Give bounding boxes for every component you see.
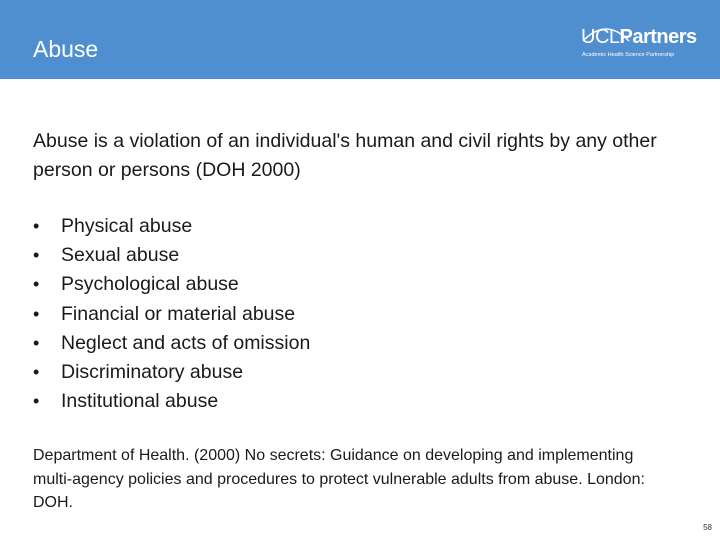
bullet-icon: • — [33, 245, 40, 266]
list-item-label: Physical abuse — [61, 215, 193, 237]
bullet-icon: • — [33, 391, 40, 412]
list-item — [33, 270, 310, 299]
list-item — [33, 241, 310, 270]
list-item-label: Institutional abuse — [61, 390, 219, 413]
logo-wordmark — [581, 25, 697, 49]
logo-tagline: Academic Health Science Partnership — [582, 52, 675, 58]
list-item-label: Neglect and acts of omission — [61, 331, 311, 354]
bullet-icon: • — [33, 216, 40, 236]
bullet-icon: • — [33, 274, 40, 295]
slide-title: Abuse — [33, 36, 99, 62]
list-item-label: Sexual abuse — [61, 244, 180, 267]
abuse-types-list — [33, 212, 310, 416]
reference-citation: Department of Health. (2000) No secrets: Guidance on developing and implementing multi-agency policies and procedures to protect vulnerable adults from abuse. London: DOH. — [33, 447, 645, 511]
list-item-label: Financial or material abuse — [61, 302, 296, 325]
list-item-label: Discriminatory abuse — [61, 360, 244, 383]
list-item-label: Psychological abuse — [61, 273, 239, 296]
uclpartners-logo — [578, 21, 698, 65]
header-bar — [0, 0, 720, 79]
list-item — [33, 358, 310, 387]
bullet-icon: • — [33, 332, 40, 353]
bullet-icon: • — [33, 303, 40, 324]
logo-wordmark-suffix: Partners — [619, 26, 697, 48]
abuse-definition: Abuse is a violation of an individual's human and civil rights by any other person or persons (DOH 2000) — [33, 130, 657, 181]
page-number: 58 — [703, 523, 712, 532]
logo-wordmark-prefix: UCL — [581, 26, 620, 48]
list-item — [33, 212, 310, 241]
list-item — [33, 329, 310, 358]
bullet-icon: • — [33, 361, 40, 382]
list-item — [33, 387, 310, 416]
list-item — [33, 300, 310, 329]
